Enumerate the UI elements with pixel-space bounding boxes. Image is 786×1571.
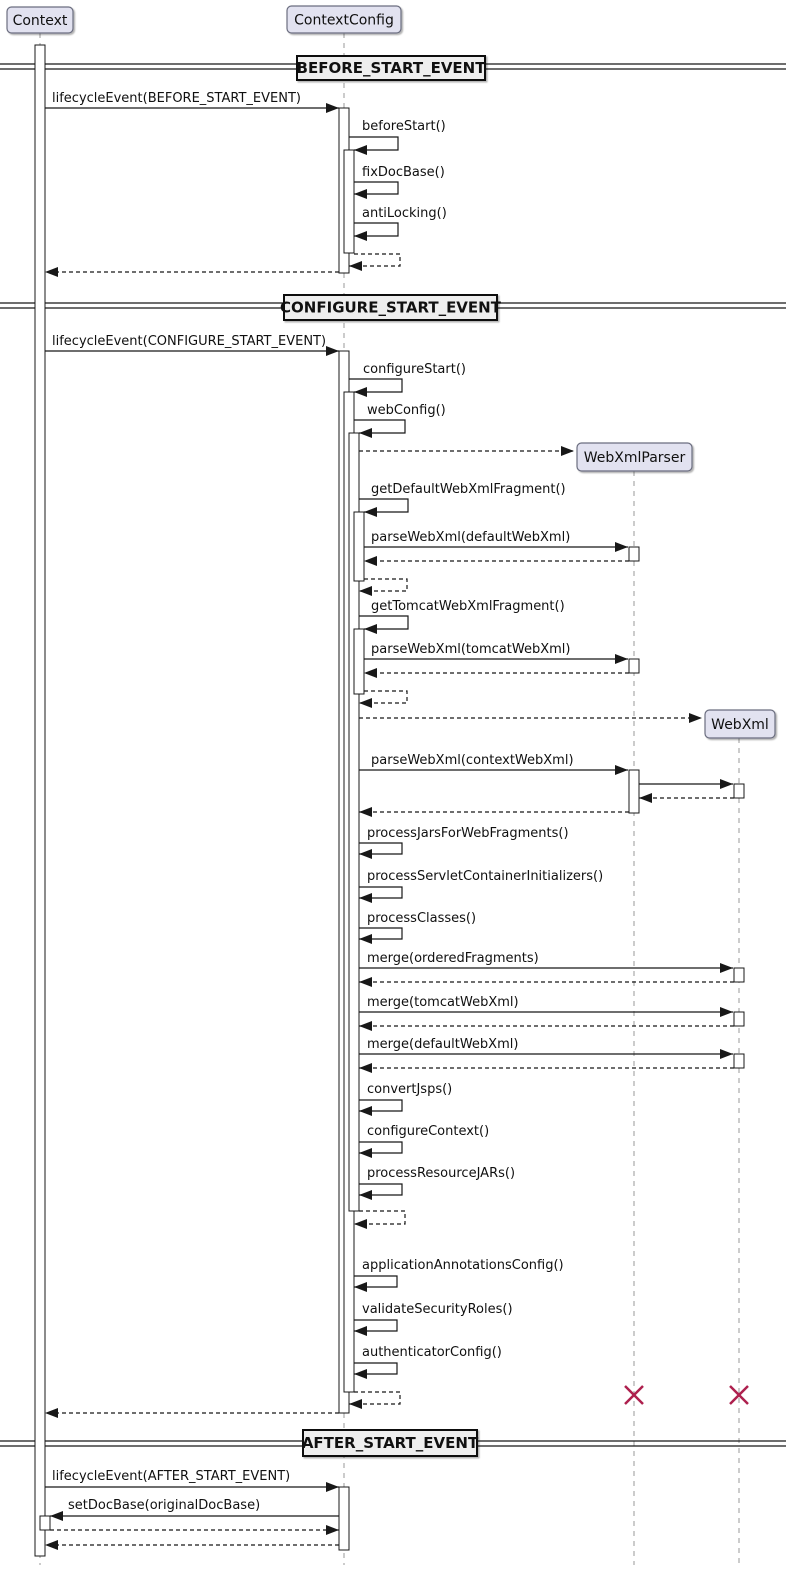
message-arrowhead <box>349 261 362 271</box>
message-label: configureContext() <box>367 1124 490 1139</box>
divider-label-configure-start-event: CONFIGURE_START_EVENT <box>280 298 501 317</box>
message-label: antiLocking() <box>362 206 447 221</box>
message-label: processJarsForWebFragments() <box>367 826 569 841</box>
message-arrowhead <box>359 849 372 859</box>
message-arrowhead <box>359 934 372 944</box>
message-arrowhead <box>364 624 377 634</box>
message-30 <box>359 1037 733 1059</box>
message-label: merge(tomcatWebXml) <box>367 995 519 1010</box>
message-10 <box>359 482 566 517</box>
divider-before-start-event <box>297 56 487 80</box>
message-label: parseWebXml(tomcatWebXml) <box>371 642 571 657</box>
message-5 <box>45 267 339 277</box>
activation-cc-configure-l3b <box>354 629 364 694</box>
message-arrowhead <box>354 1282 367 1292</box>
message-label: authenticatorConfig() <box>362 1345 502 1360</box>
message-label: beforeStart() <box>362 119 446 134</box>
message-6 <box>45 334 339 356</box>
message-39 <box>349 1392 400 1409</box>
message-arrowhead <box>359 807 372 817</box>
message-16 <box>364 668 629 678</box>
message-arrowhead <box>349 1399 362 1409</box>
message-28 <box>359 995 733 1017</box>
message-24 <box>359 869 603 903</box>
message-arrowhead <box>359 428 372 438</box>
message-23 <box>359 826 569 859</box>
message-label: parseWebXml(contextWebXml) <box>371 753 574 768</box>
activation-webxml-merge-tomcat <box>734 1012 744 1026</box>
message-label: lifecycleEvent(BEFORE_START_EVENT) <box>52 91 301 106</box>
message-label: configureStart() <box>363 362 466 377</box>
message-25 <box>359 911 476 944</box>
message-31 <box>359 1063 734 1073</box>
message-arrowhead <box>615 654 628 664</box>
divider-label-before-start-event: BEFORE_START_EVENT <box>296 59 486 77</box>
message-arrowhead <box>354 145 367 155</box>
message-arrowhead <box>364 668 377 678</box>
message-arrowhead <box>359 698 372 708</box>
message-arrowhead <box>359 893 372 903</box>
message-43 <box>50 1525 339 1535</box>
message-arrowhead <box>326 346 339 356</box>
message-label: lifecycleEvent(AFTER_START_EVENT) <box>52 1469 291 1484</box>
message-label: applicationAnnotationsConfig() <box>362 1258 564 1273</box>
message-arrowhead <box>354 1326 367 1336</box>
message-36 <box>354 1258 564 1292</box>
message-8 <box>354 403 446 438</box>
message-label: webConfig() <box>367 403 446 418</box>
message-arrowhead <box>50 1511 63 1521</box>
message-arrowhead <box>359 1190 372 1200</box>
participant-label-web-xml: WebXml <box>711 717 769 733</box>
message-2 <box>354 165 445 199</box>
activation-context-main <box>35 45 45 1556</box>
activation-parser-parse-default <box>629 547 639 561</box>
message-arrowhead <box>364 507 377 517</box>
message-arrowhead <box>354 1369 367 1379</box>
participant-label-web-xml-parser: WebXmlParser <box>583 450 686 466</box>
divider-configure-start-event <box>280 295 502 320</box>
message-arrowhead <box>720 963 733 973</box>
message-12 <box>364 556 629 566</box>
message-20 <box>639 779 733 789</box>
message-arrowhead <box>689 713 702 723</box>
message-35 <box>354 1211 405 1229</box>
message-arrowhead <box>326 1482 339 1492</box>
divider-label-after-start-event: AFTER_START_EVENT <box>301 1434 479 1452</box>
destroys-layer <box>625 1386 748 1404</box>
message-arrowhead <box>364 556 377 566</box>
message-label: lifecycleEvent(CONFIGURE_START_EVENT) <box>52 334 327 349</box>
message-21 <box>639 793 734 803</box>
message-arrowhead <box>359 1106 372 1116</box>
message-label: merge(orderedFragments) <box>367 951 539 966</box>
message-label: getTomcatWebXmlFragment() <box>371 599 565 614</box>
activation-parser-parse-tomcat <box>629 659 639 673</box>
message-42 <box>50 1498 339 1521</box>
message-self-line <box>359 616 408 629</box>
message-label: fixDocBase() <box>362 165 445 180</box>
participant-label-context-config: ContextConfig <box>294 12 394 29</box>
message-44 <box>45 1540 339 1550</box>
participant-web-xml-parser <box>577 443 692 471</box>
message-label: merge(defaultWebXml) <box>367 1037 519 1052</box>
participant-context <box>7 7 73 33</box>
message-22 <box>359 807 629 817</box>
message-arrowhead <box>354 189 367 199</box>
activation-webxml-merge-ordered <box>734 968 744 982</box>
message-19 <box>359 753 628 775</box>
message-27 <box>359 977 734 987</box>
message-arrowhead <box>45 267 58 277</box>
message-self-line <box>359 499 408 512</box>
message-self-line <box>349 137 398 150</box>
message-29 <box>359 1021 734 1031</box>
message-arrowhead <box>359 1021 372 1031</box>
message-arrowhead <box>720 1007 733 1017</box>
message-arrowhead <box>354 231 367 241</box>
divider-after-start-event <box>302 1430 479 1456</box>
message-1 <box>349 119 446 155</box>
message-label: validateSecurityRoles() <box>362 1302 513 1317</box>
message-label: setDocBase(originalDocBase) <box>68 1498 261 1513</box>
message-label: parseWebXml(defaultWebXml) <box>371 530 571 545</box>
message-13 <box>359 579 407 596</box>
message-4 <box>349 254 400 271</box>
message-33 <box>359 1124 489 1158</box>
message-arrowhead <box>354 387 367 397</box>
message-18 <box>359 713 702 723</box>
message-3 <box>354 206 447 241</box>
message-arrowhead <box>639 793 652 803</box>
message-41 <box>45 1469 339 1492</box>
message-label: getDefaultWebXmlFragment() <box>371 482 566 497</box>
message-label: processClasses() <box>367 911 477 926</box>
participant-web-xml <box>705 710 775 738</box>
activation-cc-before-l1 <box>344 150 354 253</box>
message-label: convertJsps() <box>367 1082 453 1097</box>
message-17 <box>359 691 407 708</box>
message-arrowhead <box>615 765 628 775</box>
message-34 <box>359 1166 515 1200</box>
message-arrowhead <box>354 1219 367 1229</box>
message-14 <box>359 599 565 634</box>
message-label: processServletContainerInitializers() <box>367 869 604 884</box>
activation-webxml-parse-context <box>734 784 744 798</box>
message-arrowhead <box>359 586 372 596</box>
message-arrowhead <box>359 977 372 987</box>
message-label: processResourceJARs() <box>367 1166 516 1181</box>
message-arrowhead <box>326 103 339 113</box>
message-32 <box>359 1082 452 1116</box>
message-37 <box>354 1302 513 1336</box>
message-26 <box>359 951 733 973</box>
message-arrowhead <box>45 1540 58 1550</box>
activation-cc-after-l0 <box>339 1487 349 1550</box>
participant-label-context: Context <box>12 13 68 29</box>
message-arrowhead <box>45 1408 58 1418</box>
activation-cc-configure-l3a <box>354 512 364 581</box>
message-38 <box>354 1345 502 1379</box>
message-self-line <box>349 379 402 392</box>
message-arrowhead <box>720 1049 733 1059</box>
message-arrowhead <box>359 1063 372 1073</box>
message-arrowhead <box>561 446 574 456</box>
message-arrowhead <box>615 542 628 552</box>
activation-context-set-doc-base <box>40 1516 50 1530</box>
message-40 <box>45 1408 339 1418</box>
message-self-line <box>354 420 405 433</box>
message-11 <box>364 530 628 552</box>
message-arrowhead <box>359 1148 372 1158</box>
message-15 <box>364 642 628 664</box>
activation-webxml-merge-default <box>734 1054 744 1068</box>
message-9 <box>359 446 574 456</box>
activation-parser-parse-context <box>629 770 639 813</box>
message-arrowhead <box>326 1525 339 1535</box>
message-7 <box>349 362 466 397</box>
participant-context-config <box>287 6 401 33</box>
message-0 <box>45 91 339 113</box>
message-arrowhead <box>720 779 733 789</box>
